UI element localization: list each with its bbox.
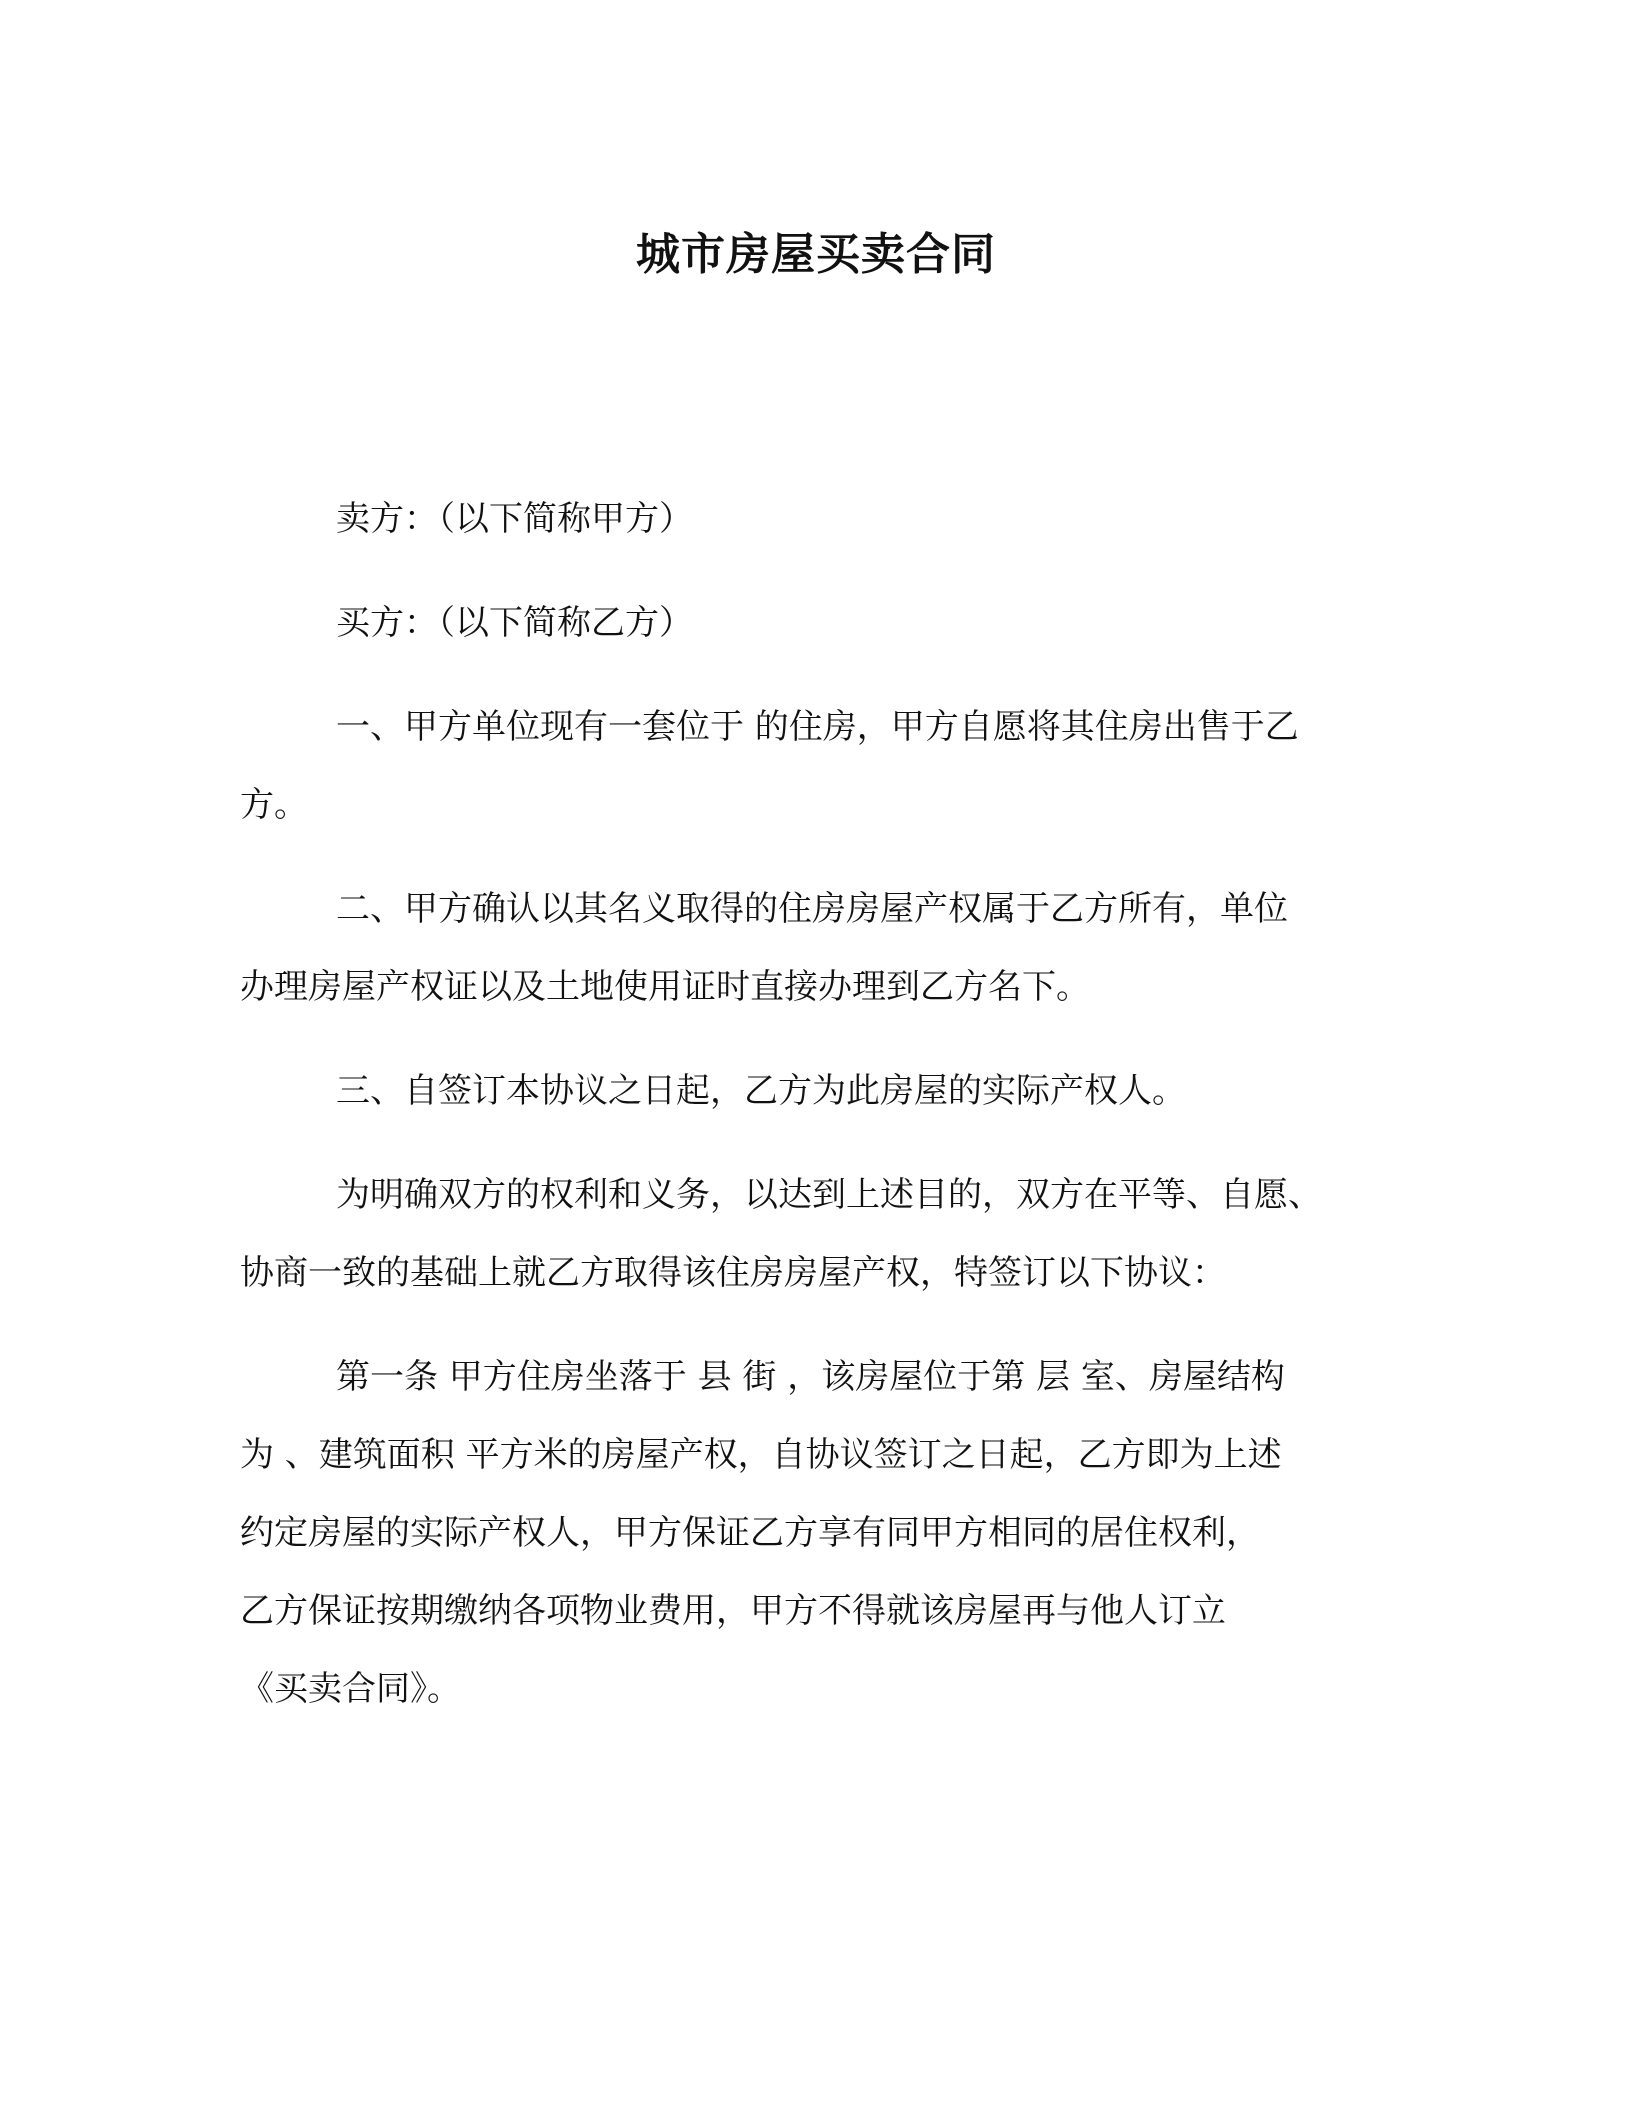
paragraph-line: 约定房屋的实际产权人，甲方保证乙方享有同甲方相同的居住权利，	[240, 1513, 1260, 1553]
document-title: 城市房屋买卖合同	[636, 229, 996, 280]
paragraph-line: 一、甲方单位现有一套位于 的住房，甲方自愿将其住房出售于乙	[336, 707, 1299, 747]
paragraph-line: 二、甲方确认以其名义取得的住房房屋产权属于乙方所有，单位	[336, 889, 1288, 929]
paragraph-line: 方。	[240, 785, 308, 825]
paragraph-line: 乙方保证按期缴纳各项物业费用，甲方不得就该房屋再与他人订立	[240, 1591, 1226, 1631]
paragraph-line: 三、自签订本协议之日起，乙方为此房屋的实际产权人。	[336, 1071, 1186, 1111]
paragraph-line: 第一条 甲方住房坐落于 县 街 ，该房屋位于第 层 室、房屋结构	[336, 1357, 1285, 1397]
paragraph	[240, 1052, 1410, 1130]
paragraph	[240, 870, 1410, 1026]
paragraph-line: 《买卖合同》。	[240, 1669, 461, 1709]
paragraph-line: 办理房屋产权证以及土地使用证时直接办理到乙方名下。	[240, 967, 1090, 1007]
paragraph	[240, 1156, 1410, 1312]
paragraph	[240, 480, 1410, 558]
paragraph-line: 协商一致的基础上就乙方取得该住房房屋产权，特签订以下协议：	[240, 1253, 1226, 1293]
paragraph	[240, 1338, 1410, 1728]
paragraph	[240, 584, 1410, 662]
paragraph-line: 买方：（以下简称乙方）	[336, 603, 693, 643]
document-body	[240, 480, 1410, 1754]
paragraph-line: 为明确双方的权利和义务，以达到上述目的，双方在平等、自愿、	[336, 1175, 1322, 1215]
paragraph	[240, 688, 1410, 844]
paragraph-line: 卖方：（以下简称甲方）	[336, 499, 693, 539]
paragraph-line: 为 、建筑面积 平方米的房屋产权，自协议签订之日起，乙方即为上述	[240, 1435, 1282, 1475]
